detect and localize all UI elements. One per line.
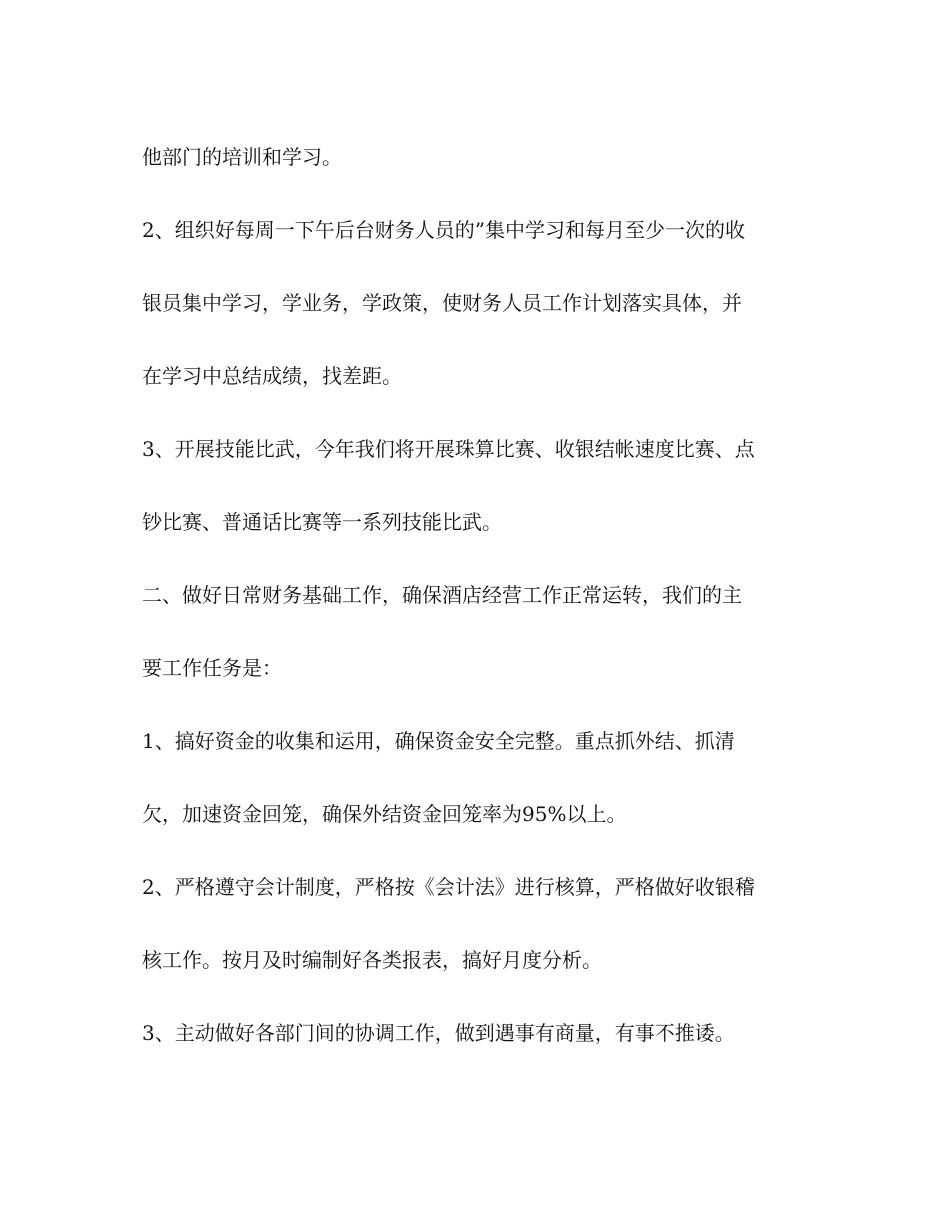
text-line: 3、主动做好各部门间的协调工作，做到遇事有商量，有事不推诿。 <box>142 1021 735 1045</box>
text-line: 他部门的培训和学习。 <box>142 145 342 169</box>
text-line: 1、搞好资金的收集和运用，确保资金安全完整。重点抓外结、抓清 <box>142 729 735 753</box>
text-line: 钞比赛、普通话比赛等一系列技能比武。 <box>142 510 502 534</box>
document-body <box>142 125 812 1074</box>
text-line: 2、严格遵守会计制度，严格按《会计法》进行核算，严格做好收银稽 <box>142 875 755 899</box>
text-line: 2、组织好每周一下午后台财务人员的”集中学习和每月至少一次的收 <box>142 218 745 242</box>
text-line: 3、开展技能比武，今年我们将开展珠算比赛、收银结帐速度比赛、点 <box>142 437 755 461</box>
text-line: 在学习中总结成绩，找差距。 <box>142 364 402 388</box>
text-line: 核工作。按月及时编制好各类报表，搞好月度分析。 <box>142 948 602 972</box>
text-line: 银员集中学习，学业务，学政策，使财务人员工作计划落实具体，并 <box>142 291 742 315</box>
text-line: 要工作任务是： <box>142 656 282 680</box>
text-line: 欠，加速资金回笼，确保外结资金回笼率为95%以上。 <box>142 802 627 826</box>
text-line: 二、做好日常财务基础工作，确保酒店经营工作正常运转，我们的主 <box>142 583 742 607</box>
